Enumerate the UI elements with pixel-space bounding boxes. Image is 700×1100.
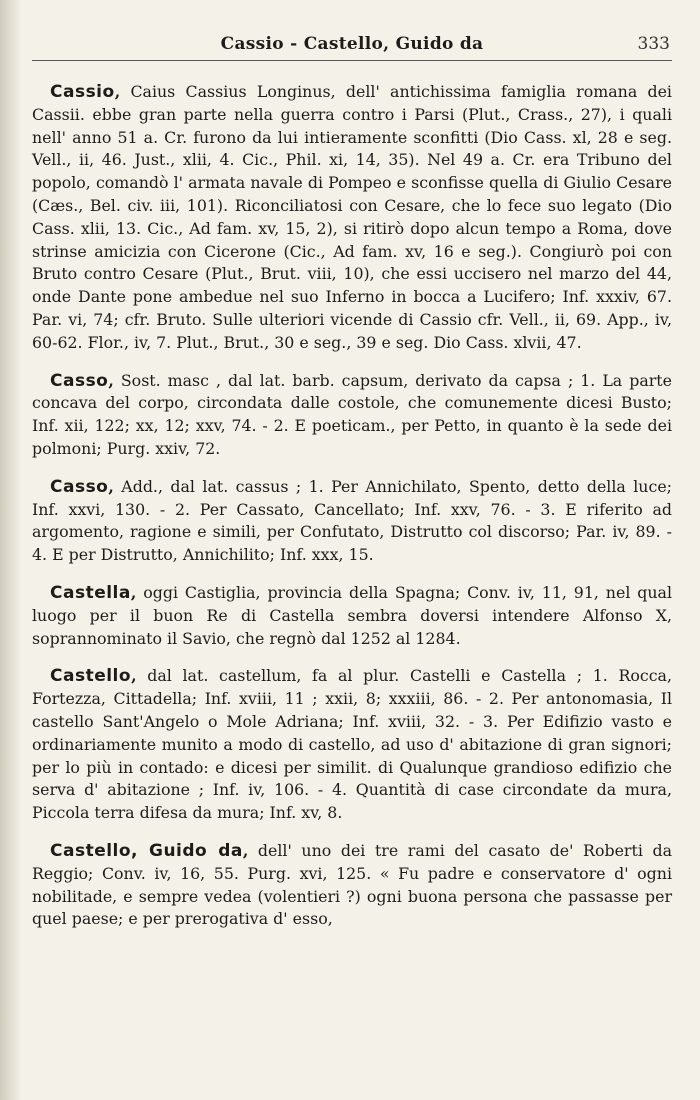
entry-term: Casso — [50, 370, 109, 391]
entry-text: Add., dal lat. cassus ; 1. Per Annichilato, Spento, detto della luce; Inf. xxvi, 130. - 2. Per Cassato, Cancellato; Inf. xxv, 76. - 3. E riferito ad argomento, ragione e simili, per Confutato, Distrutto col discorso; Par. iv, 89. - 4. E per Distrutto, Annichilito; Inf. xxx, 15. — [32, 476, 672, 565]
entry-text: Caius Cassius Longinus, dell' antichissima famiglia romana dei Cassii. ebbe gran parte nella guerra contro i Parsi (Plut., Crass., 27), i quali nell' anno 51 a. Cr. furono da lui intieramente sconfitti (Dio Cass. xl, 28 e seg. Vell., ii, 46. Just., xlii, 4. Cic., Phil. xi, 14, 35). Nel 49 a. Cr. era Tribuno del popolo, comandò l' armata navale di Pompeo e sconfisse quella di Giulio Cesare (Cæs., Bel. civ. iii, 101). Riconciliatosi con Cesare, che lo fece suo legato (Dio Cass. xlii, 13. Cic., Ad fam. xv, 15, 2), si ritirò dopo alcun tempo a Roma, dove strinse amicizia con Cicerone (Cic., Ad fam. xv, 16 e seg.). Congiurò poi con Bruto contro Cesare (Plut., Brut. viii, 10), che essi uccisero nel marzo del 44, onde Dante pone ambedue nel suo Inferno in bocca a Lucifero; Inf. xxxiv, 67. Par. vi, 74; cfr. Bruto. Sulle ulteriori vicende di Cassio cfr. Vell., ii, 69. App., iv, 60-62. Flor., iv, 7. Plut., Brut., 30 e seg., 39 e seg. Dio Cass. xlvii, 47. — [32, 82, 672, 352]
entry-cassio: Cassio, Caius Cassius Longinus, dell' antichissima famiglia romana dei Cassii. ebbe gran parte nella guerra contro i Parsi (Plut., Crass., 27), i quali nell' anno 51 a. Cr. furono da lui intieramente sconfitti (Dio Cass. xl, 28 e seg. Vell., ii, 46. Just., xlii, 4. Cic., Phil. xi, 14, 35). Nel 49 a. Cr. era Tribuno del popolo, comandò l' armata navale di Pompeo e sconfisse quella di Giulio Cesare (Cæs., Bel. civ. iii, 101). Riconciliatosi con Cesare, che lo fece suo legato (Dio Cass. xlii, 13. Cic., Ad fam. xv, 15, 2), si ritirò dopo alcun tempo a Roma, dove strinse amicizia con Cicerone (Cic., Ad fam. xv, 16 e seg.). Congiurò poi con Bruto contro Cesare (Plut., Brut. viii, 10), che essi uccisero nel marzo del 44, onde Dante pone ambedue nel suo Inferno in bocca a Lucifero; Inf. xxxiv, 67. Par. vi, 74; cfr. Bruto. Sulle ulteriori vicende di Cassio cfr. Vell., ii, 69. App., iv, 60-62. Flor., iv, 7. Plut., Brut., 30 e seg., 39 e seg. Dio Cass. xlvii, 47. — [32, 82, 672, 352]
entry-text: Sost. masc , dal lat. barb. capsum, derivato da capsa ; 1. La parte concava del corpo, circondata dalle costole, che comunemente dicesi Busto; Inf. xii, 122; xx, 12; xxv, 74. - 2. E poeticam., per Petto, in quanto è la sede dei polmoni; Purg. xxiv, 72. — [32, 370, 672, 458]
entry-castello-guido: Castello, Guido da, dell' uno dei tre rami del casato de' Roberti da Reggio; Conv. iv, 16, 55. Purg. xvi, 125. « Fu padre e conservatore d' ogni nobilitade, e sempre vedea (volentieri ?) ogni buona persona che passasse per quel paese; e per prerogativa d' esso, — [32, 840, 672, 929]
dictionary-page — [32, 30, 672, 946]
running-title: Cassio - Castello, Guido da — [220, 34, 484, 54]
entry-term: Casso — [50, 476, 109, 497]
entry-text: dell' uno dei tre rami del casato de' Roberti da Reggio; Conv. iv, 16, 55. Purg. xvi, 125. « Fu padre e conservatore d' ogni nobilitade, e sempre vedea (volentieri ?) ogni buona persona che passasse per quel paese; e per prerogativa d' esso, — [32, 840, 672, 929]
entry-castello: Castello, dal lat. castellum, fa al plur. Castelli e Castella ; 1. Rocca, Fortezza, Cittadella; Inf. xviii, 11 ; xxii, 8; xxxiii, 86. - 2. Per antonomasia, Il castello Sant'Angelo o Mole Adriana; Inf. xviii, 32. - 3. Per Edifizio vasto e ordinariamente munito a modo di castello, ad uso d' abitazione di gran signori; per lo più in contado: e dicesi per similit. di Qualunque grandioso edifizio che serva d' abitazione ; Inf. iv, 106. - 4. Quantità di case circondate da mura, Piccola terra difesa da mura; Inf. xv, 8. — [32, 666, 672, 823]
entry-text: oggi Castiglia, provincia della Spagna; Conv. iv, 11, 91, nel qual luogo per il buon Re di Castella sembra doversi intendere Alfonso X, soprannominato il Savio, che regnò dal 1252 al 1284. — [32, 582, 672, 648]
entry-list — [32, 81, 672, 931]
entry-term: Castello, Guido da — [50, 840, 243, 861]
running-head — [32, 30, 672, 61]
book-spine-shadow — [0, 0, 22, 1100]
entry-casso-adj: Casso, Add., dal lat. cassus ; 1. Per Annichilato, Spento, detto della luce; Inf. xxvi, 130. - 2. Per Cassato, Cancellato; Inf. xxv, 76. - 3. E riferito ad argomento, ragione e simili, per Confutato, Distrutto col discorso; Par. iv, 89. - 4. E per Distrutto, Annichilito; Inf. xxx, 15. — [32, 476, 672, 565]
entry-castella: Castella, oggi Castiglia, provincia della Spagna; Conv. iv, 11, 91, nel qual luogo per il buon Re di Castella sembra doversi intendere Alfonso X, soprannominato il Savio, che regnò dal 1252 al 1284. — [32, 582, 672, 648]
entry-term: Cassio — [50, 82, 115, 102]
entry-term: Castella — [50, 582, 131, 603]
page-number: 333 — [637, 34, 670, 54]
entry-casso-noun: Casso, Sost. masc , dal lat. barb. capsum, derivato da capsa ; 1. La parte concava del corpo, circondata dalle costole, che comunemente dicesi Busto; Inf. xii, 122; xx, 12; xxv, 74. - 2. E poeticam., per Petto, in quanto è la sede dei polmoni; Purg. xxiv, 72. — [32, 370, 672, 458]
entry-term: Castello — [50, 666, 132, 687]
entry-text: dal lat. castellum, fa al plur. Castelli e Castella ; 1. Rocca, Fortezza, Cittadella; Inf. xviii, 11 ; xxii, 8; xxxiii, 86. - 2. Per antonomasia, Il castello Sant'Angelo o Mole Adriana; Inf. xviii, 32. - 3. Per Edifizio vasto e ordinariamente munito a modo di castello, ad uso d' abitazione di gran signori; per lo più in contado: e dicesi per similit. di Qualunque grandioso edifizio che serva d' abitazione ; Inf. iv, 106. - 4. Quantità di case circondate da mura, Piccola terra difesa da mura; Inf. xv, 8. — [32, 666, 672, 823]
